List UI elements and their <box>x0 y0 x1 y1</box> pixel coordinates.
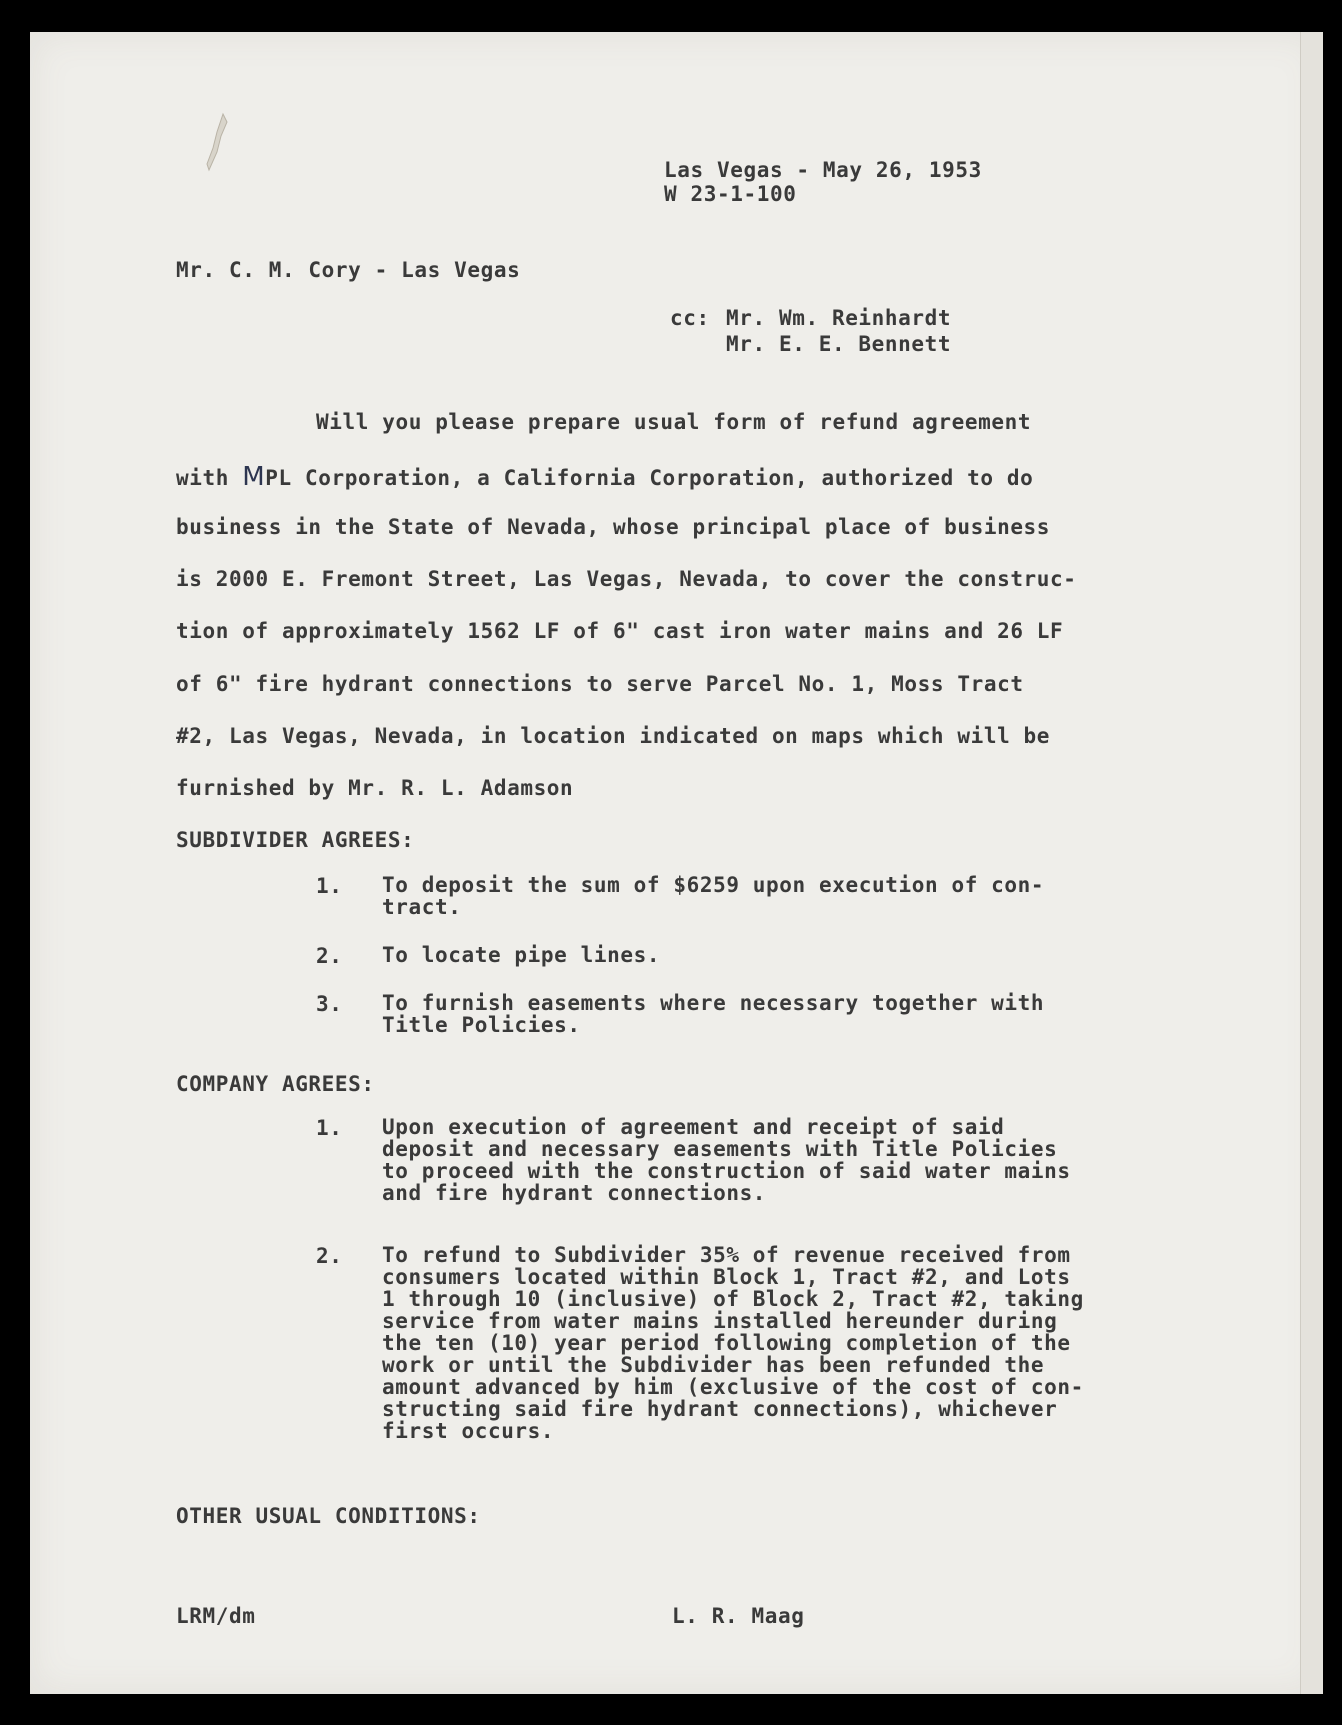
reference-number: W 23-1-100 <box>664 182 797 206</box>
subdivider-item-text: To locate pipe lines. <box>382 943 661 967</box>
body-line-2-prefix: with <box>176 466 243 490</box>
company-item-number: 1. <box>316 1116 343 1140</box>
company-item-text: To refund to Subdivider 35% of revenue received from consumers located within Block 1, Tract #2, and Lots 1 through 10 (inclusive) of Block 2, Tract #2, taking service from water mains installed hereunder during the ten (10) year period following completion of the work or until the Subdivider has been refunded the amount advanced by him (exclusive of the cost of con- structing said fire hydrant connections), whichever first occurs. <box>382 1243 1084 1443</box>
subdivider-item-text: To furnish easements where necessary together with Title Policies. <box>382 991 1045 1037</box>
handwritten-correction: M <box>242 462 266 492</box>
company-heading: COMPANY AGREES: <box>176 1072 375 1096</box>
subdivider-item-number: 2. <box>316 944 343 968</box>
body-line-4: is 2000 E. Fremont Street, Las Vegas, Nevada, to cover the construc- <box>176 567 1077 591</box>
body-line-1: Will you please prepare usual form of refund agreement <box>316 410 1032 434</box>
other-conditions-heading: OTHER USUAL CONDITIONS: <box>176 1504 481 1528</box>
addressee: Mr. C. M. Cory - Las Vegas <box>176 258 521 282</box>
body-line-2 <box>176 462 1033 492</box>
signature-name: L. R. Maag <box>672 1604 805 1628</box>
subdivider-heading: SUBDIVIDER AGREES: <box>176 828 415 852</box>
body-line-5: tion of approximately 1562 LF of 6" cast iron water mains and 26 LF <box>176 619 1064 643</box>
body-line-2-rest: PL Corporation, a California Corporation, authorized to do <box>265 466 1034 490</box>
date-line: Las Vegas - May 26, 1953 <box>664 158 982 182</box>
subdivider-item-text: To deposit the sum of $6259 upon execution of con- tract. <box>382 873 1045 919</box>
body-line-6: of 6" fire hydrant connections to serve Parcel No. 1, Moss Tract <box>176 672 1024 696</box>
subdivider-item-number: 1. <box>316 874 343 898</box>
company-item-text: Upon execution of agreement and receipt of said deposit and necessary easements with Title Policies to proceed with the construction of said water mains and fire hydrant connections. <box>382 1115 1071 1205</box>
cc-recipient-1: Mr. Wm. Reinhardt <box>726 306 952 330</box>
body-line-7: #2, Las Vegas, Nevada, in location indicated on maps which will be <box>176 724 1051 748</box>
cc-recipient-2: Mr. E. E. Bennett <box>726 332 952 356</box>
company-item-number: 2. <box>316 1244 343 1268</box>
subdivider-item-number: 3. <box>316 992 343 1016</box>
typist-initials: LRM/dm <box>176 1604 256 1628</box>
body-line-8: furnished by Mr. R. L. Adamson <box>176 776 574 800</box>
cc-label: cc: <box>670 306 710 330</box>
paper-tear-mark <box>205 112 231 174</box>
body-line-3: business in the State of Nevada, whose principal place of business <box>176 515 1051 539</box>
